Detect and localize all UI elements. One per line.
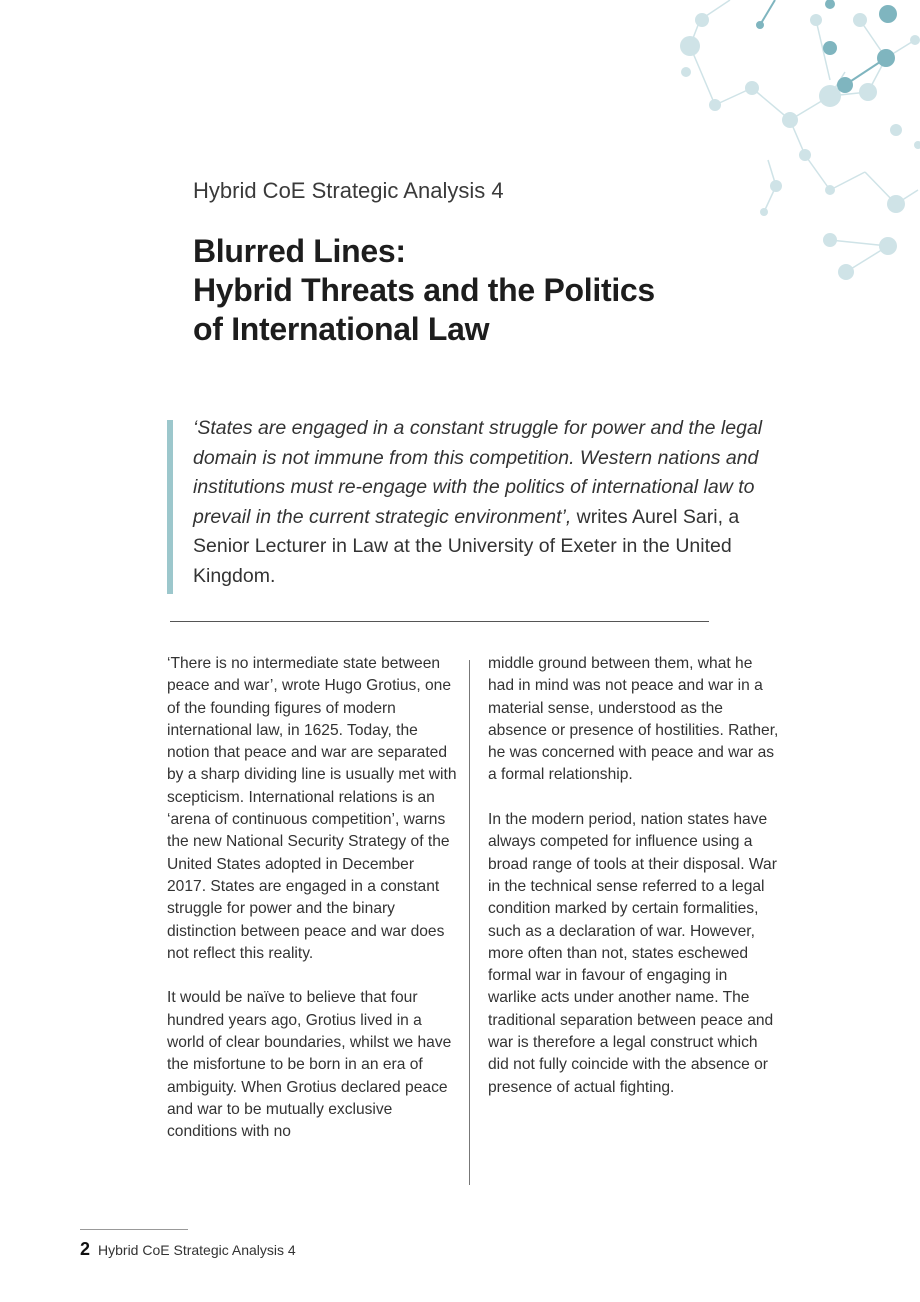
page-footer bbox=[80, 1239, 296, 1260]
quote-accent-bar bbox=[167, 420, 173, 594]
molecule-network-decoration bbox=[660, 0, 920, 300]
lead-paragraph bbox=[193, 414, 793, 592]
lead-attribution: writes Aurel Sari, a Senior Lecturer in Law at the University of Exeter in the United Kingdom. bbox=[193, 505, 740, 587]
page-title bbox=[193, 232, 655, 349]
page-number: 2 bbox=[80, 1239, 91, 1259]
body-column-right bbox=[488, 653, 780, 1121]
body-paragraph: middle ground between them, what he had in mind was not peace and war in a material sense, understood as the absence or presence of hostilities. Rather, he was concerned with peace and war as a formal relationship. bbox=[488, 655, 779, 784]
title-line-1: Blurred Lines: bbox=[193, 233, 406, 269]
title-line-2: Hybrid Threats and the Politics bbox=[193, 272, 655, 308]
body-paragraph: ‘There is no intermediate state between peace and war’, wrote Hugo Grotius, one of the founding figures of modern international law, in 1625. Today, the notion that peace and war are separated by a sharp dividing line is usually met with scepticism. International relations is an ‘arena of continuous competition’, warns the new National Security Strategy of the United States adopted in December 2017. States are engaged in a constant struggle for power and the binary distinction between peace and war does not reflect this reality. bbox=[167, 655, 457, 962]
column-divider bbox=[469, 660, 470, 1185]
footer-series: Hybrid CoE Strategic Analysis 4 bbox=[98, 1242, 296, 1258]
body-paragraph: It would be naïve to believe that four hundred years ago, Grotius lived in a world of clear boundaries, whilst we have the misfortune to be born in an era of ambiguity. When Grotius declared peace and war to be mutually exclusive conditions with no bbox=[167, 989, 452, 1141]
series-label: Hybrid CoE Strategic Analysis 4 bbox=[193, 178, 504, 203]
section-divider bbox=[170, 621, 709, 622]
lead-quote: ‘States are engaged in a constant struggle for power and the legal domain is not immune from this competition. Western nations and institutions must re-engage with the politics of international law to prevail in the current strategic environment’, bbox=[193, 417, 763, 528]
body-column-left bbox=[167, 653, 457, 1166]
body-paragraph: In the modern period, nation states have always competed for influence using a broad range of tools at their disposal. War in the technical sense referred to a legal condition marked by certain formalities, such as a declaration of war. However, more often than not, states eschewed formal war in favour of engaging in warlike acts under another name. The traditional separation between peace and war is therefore a legal construct which did not fully coincide with the absence or presence of actual fighting. bbox=[488, 811, 777, 1096]
title-line-3: of International Law bbox=[193, 311, 490, 347]
footer-rule bbox=[80, 1229, 188, 1230]
